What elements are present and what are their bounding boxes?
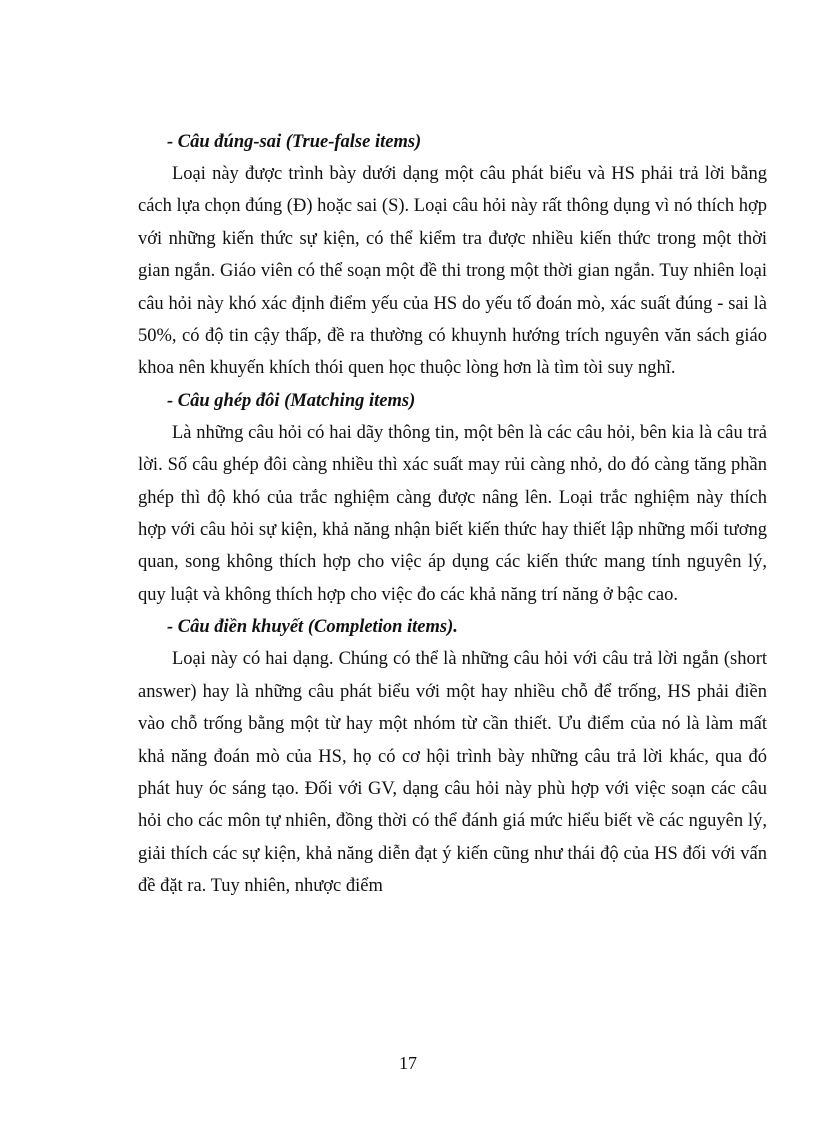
section-heading-completion: - Câu điền khuyết (Completion items). xyxy=(167,617,458,638)
section-heading-matching: - Câu ghép đôi (Matching items) xyxy=(167,390,416,411)
section-body-matching: Là những câu hỏi có hai dãy thông tin, một bên là các câu hỏi, bên kia là câu trả lời. Số câu ghép đôi càng nhiều thì xác suất may rủi càng nhỏ, do đó càng tăng phần ghép thì độ khó của trắc nghiệm càng được nâng lên. Loại trắc nghiệm này thích hợp với câu hỏi sự kiện, khả năng nhận biết kiến thức hay thiết lập những mối tương quan, song không thích hợp cho việc áp dụng các kiến thức mang tính nguyên lý, quy luật và không thích hợp cho việc đo các khả năng trí năng ở bậc cao. xyxy=(138,422,767,605)
section-body-completion: Loại này có hai dạng. Chúng có thể là những câu hỏi với câu trả lời ngắn (short answer) hay là những câu phát biểu với một hay nhiều chỗ để trống, HS phải điền vào chỗ trống bằng một từ hay một nhóm từ cần thiết. Ưu điểm của nó là làm mất khả năng đoán mò của HS, họ có cơ hội trình bày những câu trả lời khác, qua đó phát huy óc sáng tạo. Đối với GV, dạng câu hỏi này phù hợp với việc soạn các câu hỏi cho các môn tự nhiên, đồng thời có thể đánh giá mức hiểu biết về các nguyên lý, giải thích các sự kiện, khả năng diễn đạt ý kiến cũng như thái độ của HS đối với vấn đề đặt ra. Tuy nhiên, nhược điểm xyxy=(138,649,767,897)
section-body-true-false: Loại này được trình bày dưới dạng một câu phát biểu và HS phải trả lời bằng cách lựa chọn đúng (Đ) hoặc sai (S). Loại câu hỏi này rất thông dụng vì nó thích hợp với những kiến thức sự kiện, có thể kiểm tra được nhiều kiến thức trong một thời gian ngắn. Giáo viên có thể soạn một đề thi trong một thời gian ngắn. Tuy nhiên loại câu hỏi này khó xác định điểm yếu của HS do yếu tố đoán mò, xác suất đúng - sai là 50%, có độ tin cậy thấp, đề ra thường có khuynh hướng trích nguyên văn sách giáo khoa nên khuyến khích thói quen học thuộc lòng hơn là tìm tòi suy nghĩ. xyxy=(138,164,767,379)
page-content xyxy=(138,126,767,903)
page-number: 17 xyxy=(399,1053,417,1073)
section-heading-true-false: - Câu đúng-sai (True-false items) xyxy=(167,132,422,152)
